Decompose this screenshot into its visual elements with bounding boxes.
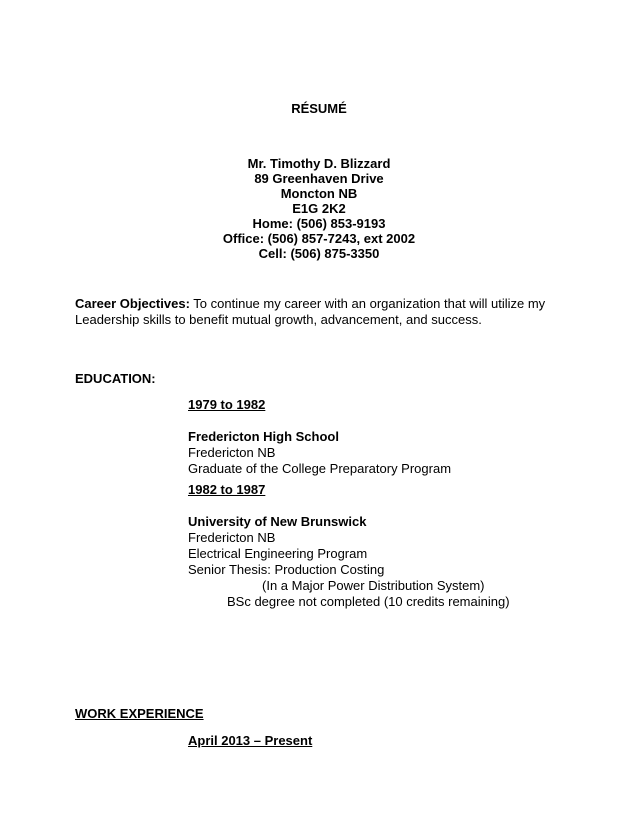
education-location: Fredericton NB <box>188 530 276 545</box>
contact-home-phone: Home: (506) 853-9193 <box>252 216 386 231</box>
work-experience-heading: WORK EXPERIENCE <box>75 706 204 721</box>
contact-office-phone: Office: (506) 857-7243, ext 2002 <box>222 231 416 246</box>
education-location: Fredericton NB <box>188 445 276 460</box>
education-entry <box>188 482 608 610</box>
education-thesis: Senior Thesis: Production Costing <box>188 562 385 577</box>
career-objective-text: To continue my career with an organization that will utilize my Leadership skills to benefit mutual growth, advancement, and success. <box>75 296 546 327</box>
education-entry <box>188 397 608 477</box>
career-objective <box>75 296 575 328</box>
education-institution: University of New Brunswick <box>188 514 367 529</box>
contact-block <box>0 156 638 261</box>
work-dates: April 2013 – Present <box>188 733 313 748</box>
education-dates: 1982 to 1987 <box>188 482 266 497</box>
education-heading: EDUCATION: <box>75 371 156 386</box>
education-dates: 1979 to 1982 <box>188 397 266 412</box>
contact-street: 89 Greenhaven Drive <box>254 171 384 186</box>
work-entry <box>188 733 608 749</box>
contact-postal: E1G 2K2 <box>292 201 346 216</box>
education-degree-status: BSc degree not completed (10 credits remaining) <box>227 594 510 609</box>
resume-title <box>0 101 638 117</box>
contact-city: Moncton NB <box>280 186 358 201</box>
education-thesis-note: (In a Major Power Distribution System) <box>262 578 485 593</box>
contact-name: Mr. Timothy D. Blizzard <box>247 156 391 171</box>
education-institution: Fredericton High School <box>188 429 339 444</box>
resume-title-text: RÉSUMÉ <box>291 101 347 116</box>
career-objective-label: Career Objectives: <box>75 296 190 311</box>
education-detail: Electrical Engineering Program <box>188 546 368 561</box>
contact-cell-phone: Cell: (506) 875-3350 <box>258 246 380 261</box>
education-detail: Graduate of the College Preparatory Program <box>188 461 452 476</box>
